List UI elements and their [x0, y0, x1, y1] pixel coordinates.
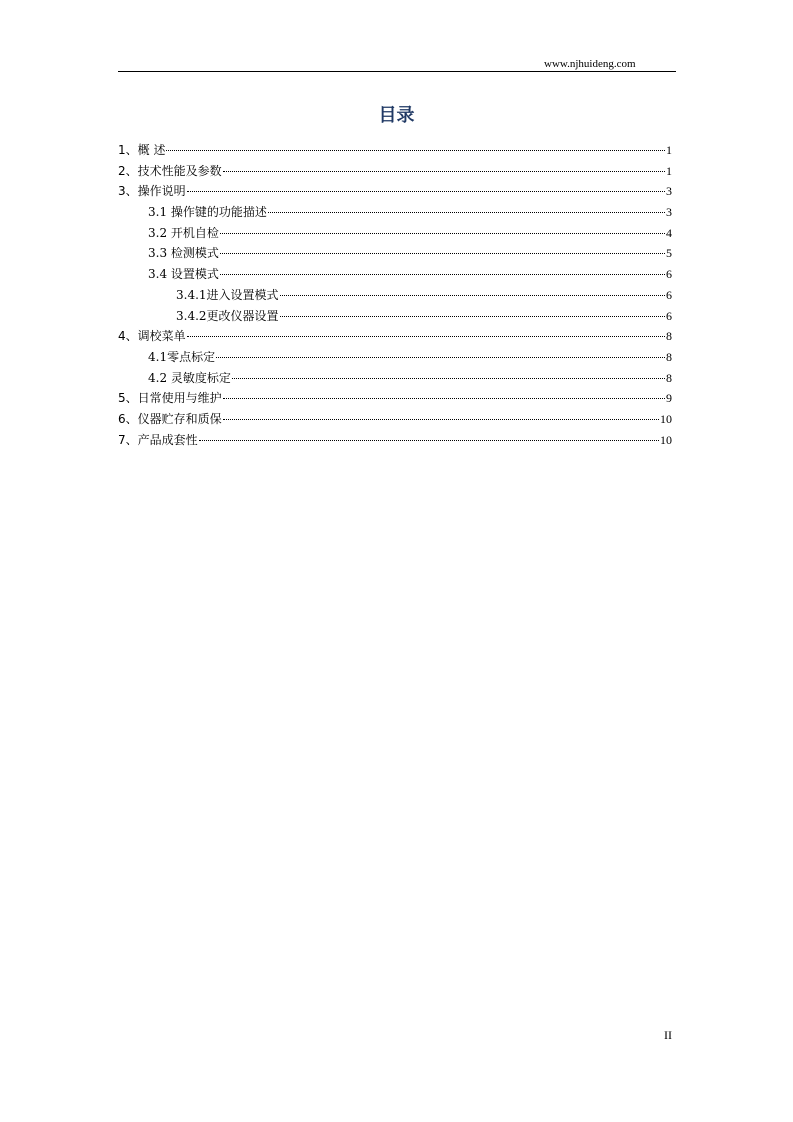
- table-of-contents: [118, 140, 672, 450]
- toc-entry[interactable]: [118, 243, 672, 264]
- toc-entry-page: 1: [666, 163, 672, 178]
- toc-entry[interactable]: [118, 140, 672, 161]
- toc-title: 目录: [378, 105, 415, 126]
- toc-entry[interactable]: [118, 388, 672, 409]
- toc-dot-leader: [280, 316, 665, 317]
- toc-entry[interactable]: [118, 326, 672, 347]
- toc-dot-leader: [199, 440, 659, 441]
- toc-entry-page: 4: [666, 225, 672, 240]
- toc-entry[interactable]: [118, 306, 672, 327]
- toc-entry[interactable]: [118, 409, 672, 430]
- page-header-url: www.njhuideng.com: [544, 58, 636, 70]
- toc-dot-leader: [220, 274, 665, 275]
- toc-dot-leader: [223, 419, 659, 420]
- toc-entry-page: 5: [666, 246, 672, 261]
- toc-dot-leader: [166, 150, 665, 151]
- toc-entry-page: 3: [666, 184, 672, 199]
- toc-entry[interactable]: [118, 285, 672, 306]
- toc-entry-label: 3、操作说明: [118, 184, 186, 199]
- toc-entry-label: 4.2 灵敏度标定: [148, 370, 231, 385]
- page-number: II: [664, 1028, 672, 1042]
- toc-entry-page: 6: [666, 308, 672, 323]
- toc-dot-leader: [220, 253, 665, 254]
- toc-dot-leader: [187, 191, 665, 192]
- toc-entry-page: 10: [660, 411, 672, 426]
- toc-entry-label: 5、日常使用与维护: [118, 391, 222, 406]
- header-rule: [118, 71, 676, 72]
- toc-dot-leader: [268, 212, 665, 213]
- toc-dot-leader: [220, 233, 665, 234]
- toc-entry[interactable]: [118, 223, 672, 244]
- toc-entry-label: 3.3 检测模式: [148, 246, 219, 261]
- toc-entry-page: 3: [666, 205, 672, 220]
- toc-dot-leader: [232, 378, 665, 379]
- toc-entry-page: 6: [666, 267, 672, 282]
- toc-entry-label: 7、产品成套性: [118, 432, 198, 447]
- toc-entry-page: 8: [666, 349, 672, 364]
- toc-entry[interactable]: [118, 181, 672, 202]
- toc-entry-page: 6: [666, 287, 672, 302]
- toc-entry-label: 3.4.2更改仪器设置: [176, 308, 279, 323]
- toc-entry[interactable]: [118, 202, 672, 223]
- toc-entry-label: 1、概 述: [118, 143, 166, 157]
- toc-entry-label: 3.1 操作键的功能描述: [148, 205, 267, 220]
- toc-entry[interactable]: [118, 430, 672, 451]
- toc-entry[interactable]: [118, 161, 672, 182]
- toc-entry[interactable]: [118, 347, 672, 368]
- toc-entry-label: 3.2 开机自检: [148, 225, 219, 240]
- toc-entry-label: 3.4 设置模式: [148, 267, 219, 282]
- toc-entry-label: 4.1零点标定: [148, 349, 216, 364]
- toc-entry-label: 6、仪器贮存和质保: [118, 411, 222, 426]
- toc-entry[interactable]: [118, 264, 672, 285]
- toc-entry-page: 9: [666, 391, 672, 406]
- toc-entry-label: 4、调校菜单: [118, 329, 186, 344]
- toc-entry-page: 10: [660, 432, 672, 447]
- toc-entry-page: 8: [666, 329, 672, 344]
- toc-entry-page: 1: [666, 143, 672, 157]
- toc-dot-leader: [223, 398, 665, 399]
- toc-dot-leader: [216, 357, 665, 358]
- toc-entry-page: 8: [666, 370, 672, 385]
- toc-entry-label: 2、技术性能及参数: [118, 163, 222, 178]
- toc-entry-label: 3.4.1进入设置模式: [176, 287, 279, 302]
- toc-dot-leader: [223, 171, 665, 172]
- toc-dot-leader: [187, 336, 665, 337]
- toc-dot-leader: [280, 295, 665, 296]
- toc-entry[interactable]: [118, 368, 672, 389]
